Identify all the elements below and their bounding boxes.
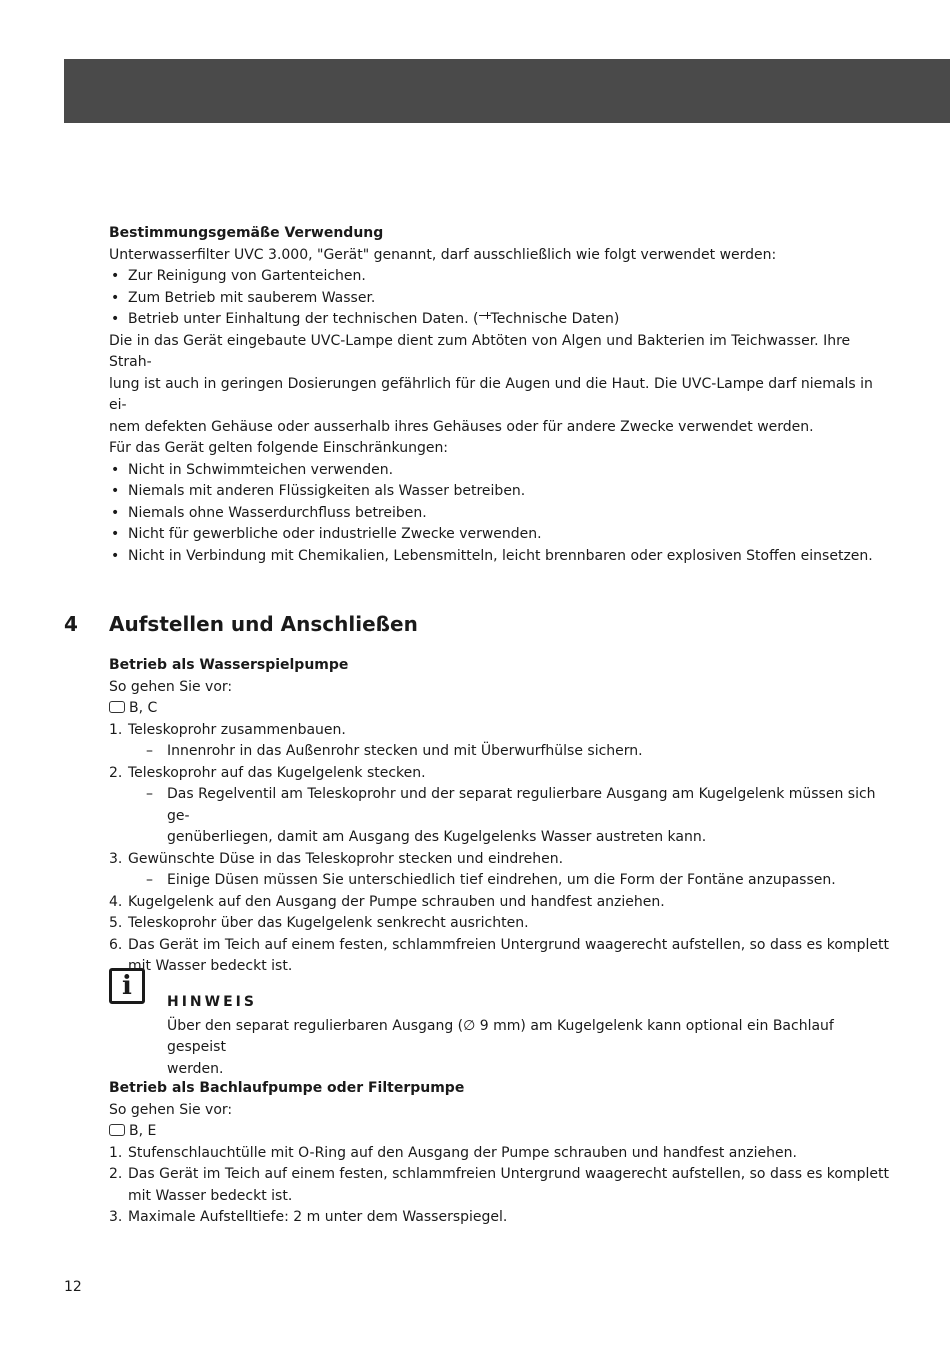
sub-step: – Das Regelventil am Teleskoprohr und der separat regulierbare Ausgang am Kugelgelenk müssen sich ge- genüberliegen, damit am Ausgang des Kugelgelenks Wasser austreten kann.	[146, 786, 876, 845]
usage-bullet-list	[109, 266, 889, 331]
bullet-icon: •	[111, 461, 120, 478]
technical-data-link[interactable]: Technische Daten	[490, 311, 614, 327]
bullet-icon: •	[111, 289, 120, 306]
uvc-warning-line: nem defekten Gehäuse oder ausserhalb ihres Gehäuses oder für andere Zwecke verwendet werden.	[109, 418, 814, 435]
figure-reference: B, E	[109, 1121, 889, 1143]
stream-steps	[109, 1143, 889, 1229]
uvc-warning-line: lung ist auch in geringen Dosierungen gefährlich für die Augen und die Haut. Die UVC-Lampe darf niemals in ei-	[109, 375, 873, 413]
bullet-icon: •	[111, 547, 120, 564]
bullet-icon: •	[111, 311, 120, 327]
intended-use-heading: Bestimmungsgemäße Verwendung	[109, 225, 384, 241]
list-item: • Nicht für gewerbliche oder industrielle Zwecke verwenden.	[109, 524, 889, 546]
list-item: 2. Teleskoprohr auf das Kugelgelenk stecken. – Das Regelventil am Teleskoprohr und der separat regulierbare Ausgang am Kugelgelenk müssen sich ge- genüberliegen, damit am Ausgang des Kugelgelenks Wasser austreten kann.	[109, 763, 889, 849]
header-bar	[64, 59, 950, 123]
fountain-steps	[109, 720, 889, 978]
note-title: HINWEIS	[167, 994, 257, 1010]
restrictions-intro: Für das Gerät gelten folgende Einschränkungen:	[109, 440, 449, 456]
list-item: • Zur Reinigung von Gartenteichen.	[109, 266, 889, 288]
stream-intro: So gehen Sie vor:	[109, 1101, 233, 1118]
bullet-icon: •	[111, 268, 120, 284]
bullet-icon: •	[111, 483, 120, 499]
uvc-warning-line: Die in das Gerät eingebaute UVC-Lampe dient zum Abtöten von Algen und Bakterien im Teichwasser. Ihre Strah-	[109, 332, 851, 370]
list-item: 1. Teleskoprohr zusammenbauen. – Innenrohr in das Außenrohr stecken und mit Überwurfhülse sichern.	[109, 720, 889, 763]
list-item: 4. Kugelgelenk auf den Ausgang der Pumpe schrauben und handfest anziehen.	[109, 893, 665, 910]
note-text: Über den separat regulierbaren Ausgang (∅ 9 mm) am Kugelgelenk kann optional ein Bachlauf gespeist werden.	[167, 1017, 834, 1077]
figure-reference-icon	[109, 1124, 125, 1136]
section-number: 4	[64, 612, 78, 636]
note-box	[167, 992, 897, 1080]
sub-step: – Innenrohr in das Außenrohr stecken und mit Überwurfhülse sichern.	[146, 743, 643, 759]
figure-reference-icon	[109, 701, 125, 713]
intended-use-section	[109, 223, 889, 567]
list-item: 3. Maximale Aufstelltiefe: 2 m unter dem Wasserspiegel.	[109, 1209, 508, 1225]
bullet-icon: •	[111, 526, 120, 542]
cross-reference-arrow-icon	[479, 312, 491, 324]
stream-heading: Betrieb als Bachlaufpumpe oder Filterpumpe	[109, 1080, 465, 1096]
list-item: • Nicht in Verbindung mit Chemikalien, Lebensmitteln, leicht brennbaren oder explosiven Stoffen einsetzen.	[109, 546, 889, 568]
list-item: 3. Gewünschte Düse in das Teleskoprohr stecken und eindrehen. – Einige Düsen müssen Sie unterschiedlich tief eindrehen, um die Form der Fontäne anzupassen.	[109, 849, 889, 892]
section-title: Aufstellen und Anschließen	[109, 612, 418, 636]
bullet-icon: •	[111, 504, 120, 521]
list-item: • Niemals ohne Wasserdurchfluss betreiben.	[109, 503, 889, 525]
info-icon: i	[109, 968, 145, 1004]
intended-use-intro: Unterwasserfilter UVC 3.000, "Gerät" genannt, darf ausschließlich wie folgt verwendet werden:	[109, 246, 777, 263]
stream-section	[109, 1078, 889, 1229]
list-item: • Betrieb unter Einhaltung der technischen Daten. ( Technische Daten)	[109, 309, 889, 331]
sub-step: – Einige Düsen müssen Sie unterschiedlich tief eindrehen, um die Form der Fontäne anzupassen.	[146, 872, 836, 888]
list-item: 1. Stufenschlauchtülle mit O-Ring auf den Ausgang der Pumpe schrauben und handfest anziehen.	[109, 1144, 797, 1161]
list-item: 5. Teleskoprohr über das Kugelgelenk senkrecht ausrichten.	[109, 915, 529, 931]
list-item: 6. Das Gerät im Teich auf einem festen, schlammfreien Untergrund waagerecht aufstellen, so dass es komplett mit Wasser bedeckt ist.	[109, 936, 889, 974]
figure-reference: B, C	[109, 698, 889, 720]
page-number: 12	[64, 1279, 82, 1295]
fountain-section	[109, 655, 889, 978]
list-item: 2. Das Gerät im Teich auf einem festen, schlammfreien Untergrund waagerecht aufstellen, so dass es komplett mit Wasser bedeckt ist.	[109, 1166, 889, 1204]
fountain-heading: Betrieb als Wasserspielpumpe	[109, 657, 349, 673]
list-item: • Niemals mit anderen Flüssigkeiten als Wasser betreiben.	[109, 481, 889, 503]
restrictions-list	[109, 460, 889, 568]
fountain-intro: So gehen Sie vor:	[109, 678, 233, 695]
list-item: • Zum Betrieb mit sauberem Wasser.	[109, 288, 889, 310]
list-item: • Nicht in Schwimmteichen verwenden.	[109, 460, 889, 482]
